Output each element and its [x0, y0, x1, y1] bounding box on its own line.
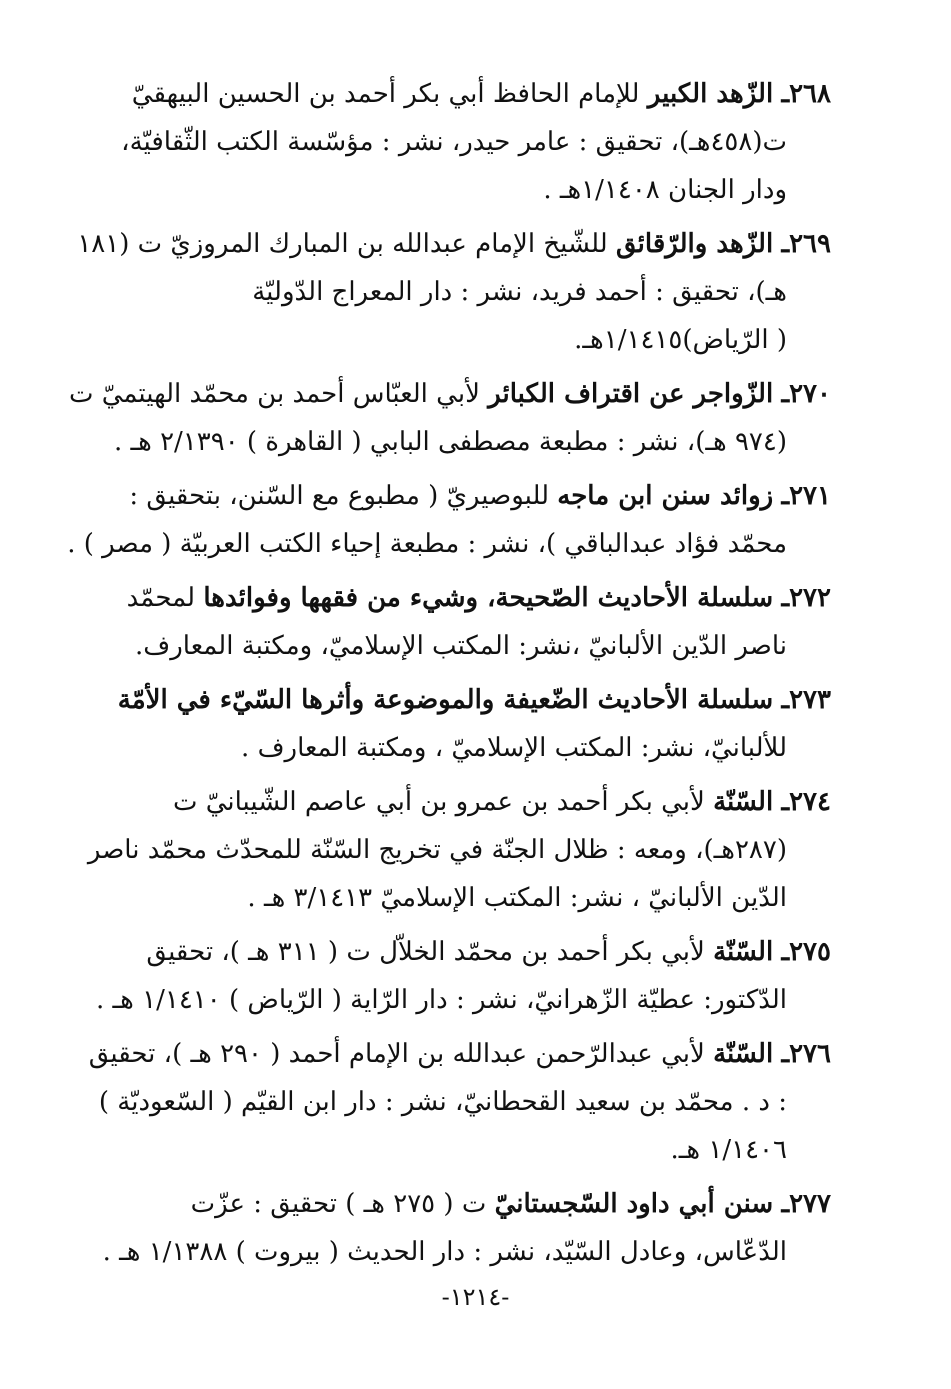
entry-title: السّنّة: [713, 787, 774, 817]
entry-details: للإمام الحافظ أبي بكر أحمد بن الحسين البيهقيّ: [131, 79, 640, 109]
entry-title: سلسلة الأحاديث الضّعيفة والموضوعة وأثرها السّيّء في الأمّة: [117, 685, 774, 715]
entry-number: ٢٧٦ـ: [781, 1039, 831, 1069]
bibliography-list: [67, 70, 831, 1282]
entry-continuation-line: الدّكتور: عطيّة الزّهرانيّ، نشر : دار الرّاية ( الرّياض ) ١/١٤١٠ هـ .: [96, 985, 787, 1015]
entry-details: للبوصيريّ ( مطبوع مع السّنن، بتحقيق :: [129, 481, 550, 511]
bibliography-entry: [96, 928, 831, 1024]
entry-number: ٢٧٣ـ: [781, 685, 831, 715]
entry-title: الزّهد الكبير: [647, 79, 774, 109]
entry-continuation-line: ودار الجنان ١/١٤٠٨هـ .: [543, 175, 787, 205]
entry-first-line: [77, 220, 831, 268]
entry-continuation-line: ١/١٤٠٦ هـ.: [670, 1135, 787, 1165]
entry-details: للشّيخ الإمام عبدالله بن المبارك المروزيّ ت (١٨١: [77, 229, 608, 259]
bibliography-entry: [102, 70, 831, 214]
entry-continuation-line: ( الرّياض)١/١٤١٥هـ.: [574, 325, 787, 355]
entry-continuation-line: ناصر الدّين الألبانيّ ،نشر: المكتب الإسلاميّ، ومكتبة المعارف.: [135, 631, 787, 661]
entry-continuation-line: محمّد فؤاد عبدالباقي )، نشر : مطبعة إحياء الكتب العربيّة ( مصر ) .: [67, 529, 787, 559]
entry-details: لمحمّد: [126, 583, 196, 613]
bibliography-entry: [102, 676, 831, 772]
entry-continuation-line: : د . محمّد بن سعيد القحطانيّ، نشر : دار ابن القيّم ( السّعوديّة ): [98, 1087, 787, 1117]
entry-title: سلسلة الأحاديث الصّحيحة، وشيء من فقهها وفوائدها: [203, 583, 774, 613]
bibliography-entry: [102, 574, 831, 670]
bibliography-entry: [68, 370, 831, 466]
entry-title: السّنّة: [713, 937, 774, 967]
bibliography-entry: [77, 220, 831, 364]
entry-first-line: [102, 574, 831, 622]
entry-number: ٢٧٢ـ: [781, 583, 831, 613]
entry-title: زوائد سنن ابن ماجه: [557, 481, 774, 511]
entry-number: ٢٧٤ـ: [781, 787, 831, 817]
entry-continuation-line: (٢٨٧هـ)، ومعه : ظلال الجنّة في تخريج السّنّة للمحدّث محمّد ناصر: [87, 835, 787, 865]
entry-first-line: [88, 1030, 831, 1078]
entry-title: سنن أبي داود السّجستانيّ: [494, 1189, 774, 1219]
entry-details: لأبي العبّاس أحمد بن محمّد الهيتميّ ت: [68, 379, 480, 409]
entry-details: لأبي بكر أحمد بن عمرو بن أبي عاصم الشّيبانيّ ت: [172, 787, 705, 817]
entry-number: ٢٧١ـ: [781, 481, 831, 511]
entry-title: السّنّة: [713, 1039, 774, 1069]
entry-details: لأبي بكر أحمد بن محمّد الخلاّل ت ( ٣١١ هـ )، تحقيق: [146, 937, 705, 967]
bibliography-entry: [88, 1030, 831, 1174]
entry-continuation-line: ت(٤٥٨هـ)، تحقيق : عامر حيدر، نشر : مؤسّسة الكتب الثّقافيّة،: [121, 127, 787, 157]
page-number: -١٢١٤-: [441, 1283, 510, 1311]
entry-number: ٢٧٥ـ: [781, 937, 831, 967]
entry-number: ٢٧٧ـ: [781, 1189, 831, 1219]
entry-first-line: [102, 676, 831, 724]
entry-number: ٢٧٠ـ: [781, 379, 831, 409]
entry-continuation-line: الدّعّاس، وعادل السّيّد، نشر : دار الحديث ( بيروت ) ١/١٣٨٨ هـ .: [102, 1237, 787, 1267]
entry-first-line: [102, 70, 831, 118]
entry-details: لأبي عبدالرّحمن عبدالله بن الإمام أحمد ( ٢٩٠ هـ )، تحقيق: [88, 1039, 705, 1069]
entry-number: ٢٦٨ـ: [781, 79, 831, 109]
entry-continuation-line: (٩٧٤ هـ)، نشر : مطبعة مصطفى البابي ( القاهرة ) ٢/١٣٩٠ هـ .: [113, 427, 787, 457]
entry-details: ت ( ٢٧٥ هـ ) تحقيق : عزّت: [190, 1189, 487, 1219]
entry-first-line: [102, 1180, 831, 1228]
entry-title: الزّواجر عن اقتراف الكبائر: [488, 379, 774, 409]
entry-continuation-line: للألبانيّ، نشر: المكتب الإسلاميّ ، ومكتبة المعارف .: [241, 733, 787, 763]
bibliography-entry: [102, 1180, 831, 1276]
entry-first-line: [102, 928, 831, 976]
entry-continuation-line: هـ)، تحقيق : أحمد فريد، نشر : دار المعراج الدّوليّة: [252, 277, 787, 307]
entry-number: ٢٦٩ـ: [781, 229, 831, 259]
bibliography-entry: [67, 472, 831, 568]
entry-title: الزّهد والرّقائق: [615, 229, 774, 259]
entry-continuation-line: الدّين الألبانيّ ، نشر: المكتب الإسلاميّ ٣/١٤١٣ هـ .: [247, 883, 787, 913]
entry-first-line: [102, 778, 831, 826]
bibliography-entry: [87, 778, 831, 922]
entry-first-line: [102, 472, 831, 520]
entry-first-line: [68, 370, 831, 418]
